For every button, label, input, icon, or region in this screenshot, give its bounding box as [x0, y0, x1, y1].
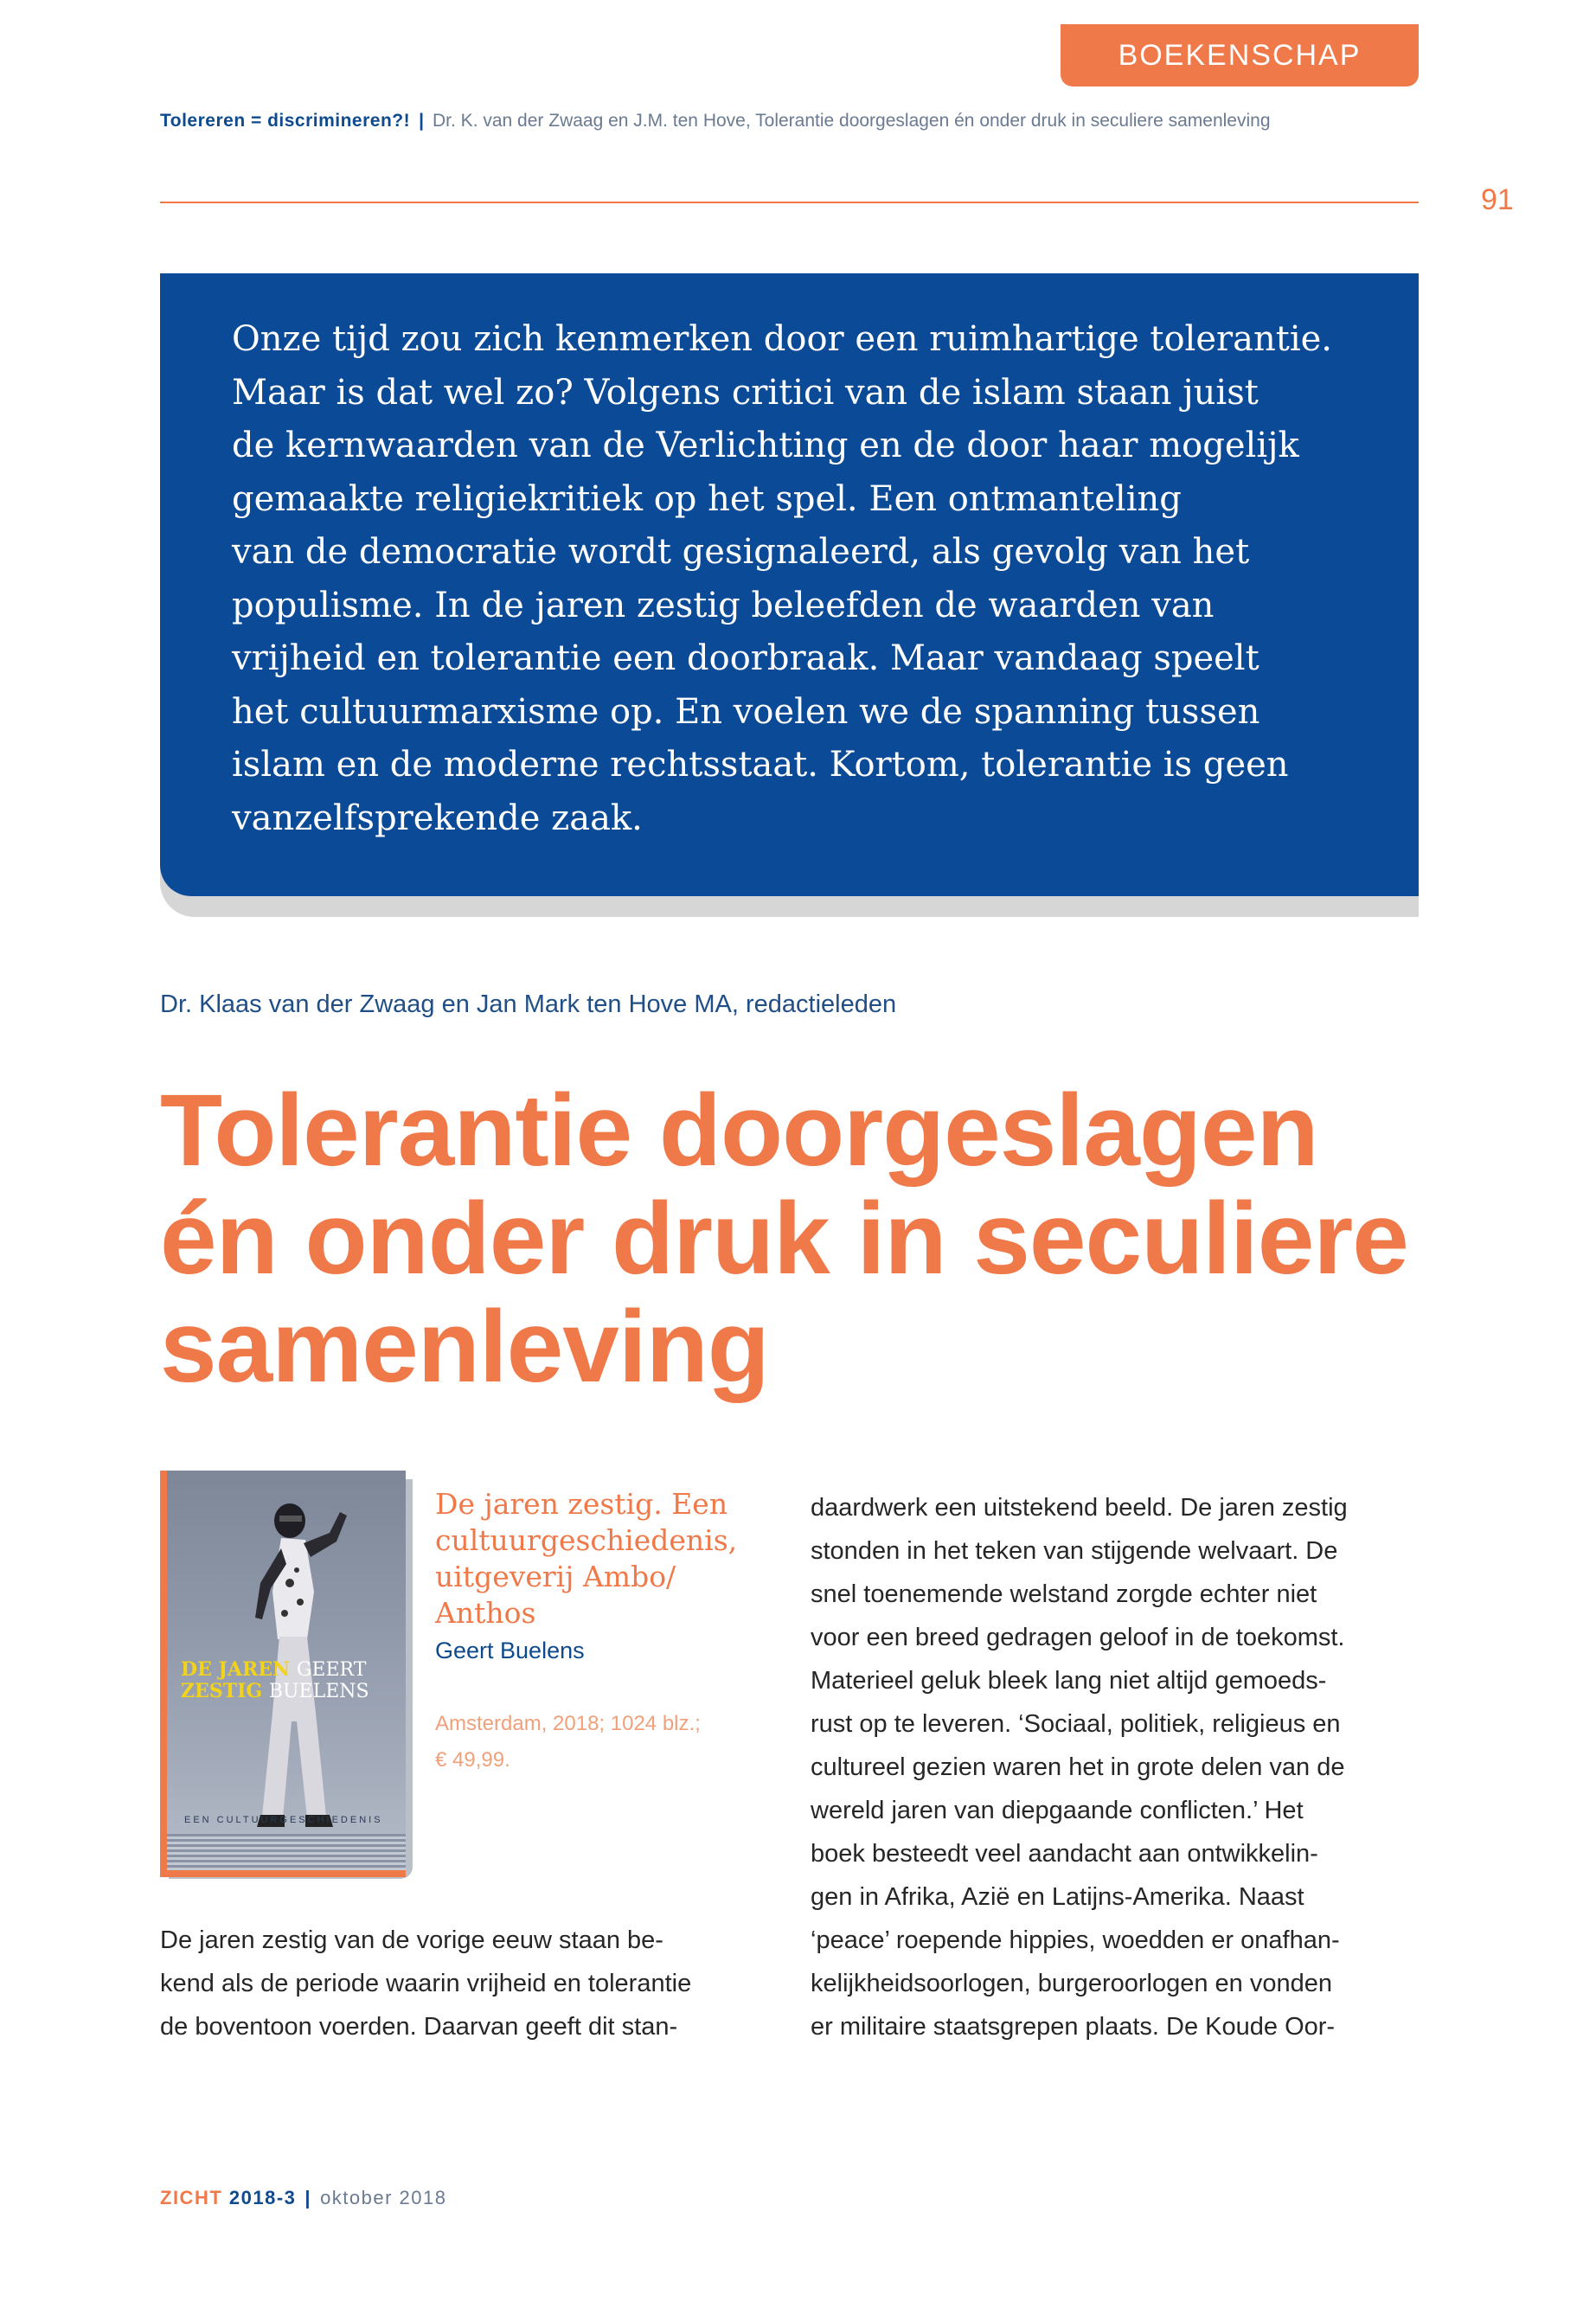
intro-text: Onze tijd zou zich kenmerken door een ruimhartige tolerantie. Maar is dat wel zo? Volgens critici van de islam staan juist de kernwaarden van de Verlichting en de door haar mogelijk gemaakte religiekritiek op het spel. Een ontmanteling van de democratie wordt gesignaleerd, als gevolg van het populisme. In de jaren zestig beleefden de waarden van vrijheid en tolerantie een doorbraak. Maar vandaag speelt het cultuurmarxisme op. En voelen we de spanning tussen islam en de moderne rechtsstaat. Kortom, tolerantie is geen vanzelfsprekende zaak. — [232, 319, 1332, 838]
running-head-separator: | — [419, 111, 425, 131]
book-meta: Amsterdam, 2018; 1024 blz.; € 49,99. — [435, 1712, 701, 1772]
byline: Dr. Klaas van der Zwaag en Jan Mark ten Hove MA, redactieleden — [160, 990, 897, 1018]
cover-bottom-bar — [160, 1870, 406, 1877]
book-title: De jaren zestig. Een cultuurgeschiedenis, uitgeverij Ambo/ Anthos — [435, 1487, 738, 1630]
book-author: Geert Buelens — [435, 1638, 585, 1663]
cover-title-accent-2: ZESTIG — [181, 1680, 263, 1702]
cover-subtitle: EEN CULTUURGESCHIEDENIS — [184, 1815, 383, 1825]
footer-separator: | — [304, 2187, 312, 2208]
article-title: Tolerantie doorgeslagen én onder druk in seculiere samenleving — [160, 1074, 1408, 1404]
running-head — [160, 111, 1423, 131]
section-label: BOEKENSCHAP — [1061, 24, 1419, 87]
book-cover — [160, 1471, 411, 1877]
page-number: 91 — [1481, 183, 1514, 216]
cover-title — [181, 1659, 406, 1702]
cover-title-accent-1: DE JAREN — [181, 1658, 291, 1681]
header-divider — [160, 202, 1419, 203]
cover-accent-bar — [160, 1471, 167, 1877]
body-text-left-column: De jaren zestig van de vorige eeuw staan be- kend als de periode waarin vrijheid en tolerantie de boventoon voerden. Daarvan geeft dit stan- — [160, 1926, 692, 2041]
body-text-right-column: daardwerk een uitstekend beeld. De jaren zestig stonden in het teken van stijgende welvaart. De snel toenemende welstand zorgde echter niet voor een breed gedragen geloof in de toekomst. Materieel geluk bleek lang niet altijd gemoeds- rust op te leveren. ‘Sociaal, politiek, religieus en cultureel gezien waren het in grote delen van de wereld jaren van diepgaande conflicten.’ Het boek besteedt veel aandacht aan ontwikkelin- gen in Afrika, Azië en Latijns-Amerika. Naast ‘peace’ roepende hippies, woedden er onafhan- kelijkheidsoorlogen, burgeroorlogen en vonden er militaire staatsgrepen plaats. De Koude Oor- — [811, 1494, 1348, 2041]
footer-magazine: ZICHT — [160, 2187, 223, 2208]
cover-author-first: GEERT — [296, 1659, 367, 1681]
footer — [160, 2187, 447, 2209]
footer-date: oktober 2018 — [320, 2187, 447, 2208]
cover-stripe — [167, 1834, 406, 1870]
book-cover-image — [167, 1471, 406, 1870]
footer-issue: 2018-3 — [228, 2187, 297, 2208]
running-head-article: Dr. K. van der Zwaag en J.M. ten Hove, Tolerantie doorgeslagen én onder druk in seculiere samenleving — [433, 111, 1271, 131]
cover-author-last: BUELENS — [268, 1681, 369, 1702]
running-head-series: Tolereren = discrimineren?! — [160, 111, 411, 131]
